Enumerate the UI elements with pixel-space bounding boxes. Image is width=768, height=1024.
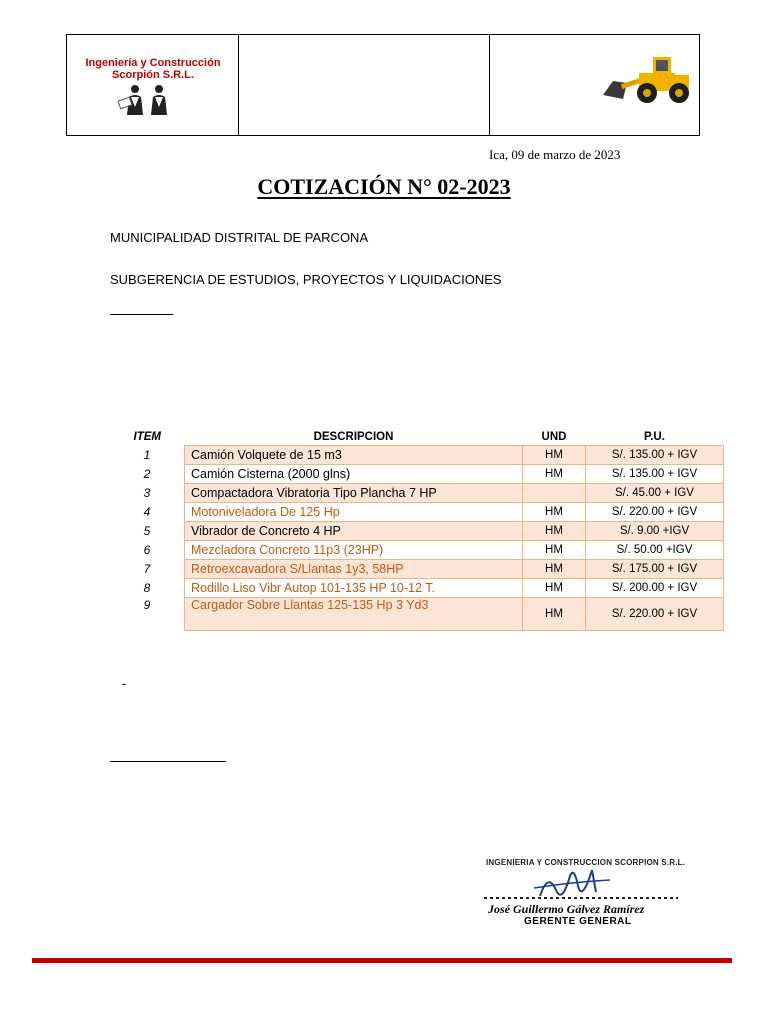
company-name bbox=[71, 57, 235, 81]
header-item: ITEM bbox=[133, 430, 161, 443]
quotation-table bbox=[110, 428, 724, 631]
item-description: Cargador Sobre Llantas 125-135 Hp 3 Yd3 bbox=[185, 598, 523, 631]
item-description: Retroexcavadora S/Llantas 1y3, 58HP bbox=[185, 560, 523, 579]
signer-name: José Guillermo Gálvez Ramírez bbox=[488, 902, 645, 916]
dash-mark: - bbox=[122, 676, 127, 691]
item-number: 3 bbox=[143, 486, 151, 500]
engineers-logo-icon bbox=[115, 83, 185, 115]
item-price: S/. 220.00 + IGV bbox=[586, 598, 724, 631]
item-unit: HM bbox=[523, 598, 586, 631]
table-row bbox=[110, 541, 724, 560]
company-name-line2: Scorpión S.R.L. bbox=[112, 69, 194, 81]
item-price: S/. 9.00 +IGV bbox=[586, 522, 724, 541]
document-date: Ica, 09 de marzo de 2023 bbox=[489, 147, 621, 162]
item-number: 7 bbox=[143, 562, 151, 576]
item-number: 5 bbox=[143, 524, 151, 538]
closing-underline bbox=[110, 761, 226, 762]
item-unit: HM bbox=[523, 465, 586, 484]
letterhead bbox=[66, 34, 700, 136]
table-row bbox=[110, 465, 724, 484]
item-unit: HM bbox=[523, 579, 586, 598]
item-description: Camión Volquete de 15 m3 bbox=[185, 446, 523, 465]
item-unit: HM bbox=[523, 522, 586, 541]
item-price: S/. 45.00 + IGV bbox=[586, 484, 724, 503]
table-row bbox=[110, 446, 724, 465]
item-price: S/. 135.00 + IGV bbox=[586, 446, 724, 465]
item-price: S/. 175.00 + IGV bbox=[586, 560, 724, 579]
item-description: Mezcladora Concreto 11p3 (23HP) bbox=[185, 541, 523, 560]
table-row bbox=[110, 484, 724, 503]
header-description: DESCRIPCION bbox=[313, 430, 394, 443]
item-description: Compactadora Vibratoria Tipo Plancha 7 HP bbox=[185, 484, 523, 503]
item-unit bbox=[523, 484, 586, 503]
company-name-line1: Ingeniería y Construcción bbox=[85, 57, 221, 69]
table-row bbox=[110, 503, 724, 522]
equipment-image-cell bbox=[490, 35, 699, 135]
recipient-line-2: SUBGERENCIA DE ESTUDIOS, PROYECTOS Y LIQUIDACIONES bbox=[110, 272, 502, 287]
item-number: 2 bbox=[143, 467, 151, 481]
item-unit: HM bbox=[523, 541, 586, 560]
item-number: 4 bbox=[143, 505, 151, 519]
item-unit: HM bbox=[523, 446, 586, 465]
item-description: Rodillo Liso Vibr Autop 101-135 HP 10-12 T. bbox=[185, 579, 523, 598]
item-description: Motoniveladora De 125 Hp bbox=[185, 503, 523, 522]
item-price: S/. 135.00 + IGV bbox=[586, 465, 724, 484]
item-description: Vibrador de Concreto 4 HP bbox=[185, 522, 523, 541]
table-row bbox=[110, 598, 724, 631]
table-row bbox=[110, 522, 724, 541]
item-description: Camión Cisterna (2000 glns) bbox=[185, 465, 523, 484]
table-row bbox=[110, 579, 724, 598]
item-number: 8 bbox=[143, 581, 151, 595]
item-unit: HM bbox=[523, 560, 586, 579]
quotation-title: COTIZACIÓN N° 02-2023 bbox=[257, 174, 511, 199]
item-unit: HM bbox=[523, 503, 586, 522]
recipient-line-1: MUNICIPALIDAD DISTRITAL DE PARCONA bbox=[110, 230, 369, 245]
item-price: S/. 220.00 + IGV bbox=[586, 503, 724, 522]
wheel-loader-icon bbox=[601, 53, 697, 105]
header-unit: UND bbox=[541, 430, 567, 443]
table-row bbox=[110, 560, 724, 579]
signer-role: GERENTE GENERAL bbox=[524, 916, 632, 927]
table-header-row bbox=[110, 428, 724, 446]
item-number: 9 bbox=[143, 597, 151, 612]
attention-underline bbox=[110, 314, 173, 315]
item-price: S/. 50.00 +IGV bbox=[586, 541, 724, 560]
signature-stamp bbox=[482, 852, 686, 937]
header-blank-cell bbox=[239, 35, 490, 135]
company-logo-cell bbox=[67, 35, 239, 135]
footer-red-rule bbox=[32, 958, 732, 963]
item-number: 6 bbox=[143, 543, 151, 557]
stamp-company: INGENIERIA Y CONSTRUCCION SCORPION S.R.L. bbox=[486, 858, 686, 867]
item-number: 1 bbox=[143, 448, 151, 462]
item-price: S/. 200.00 + IGV bbox=[586, 579, 724, 598]
page-title bbox=[0, 174, 768, 200]
header-unit-price: P.U. bbox=[644, 430, 665, 443]
